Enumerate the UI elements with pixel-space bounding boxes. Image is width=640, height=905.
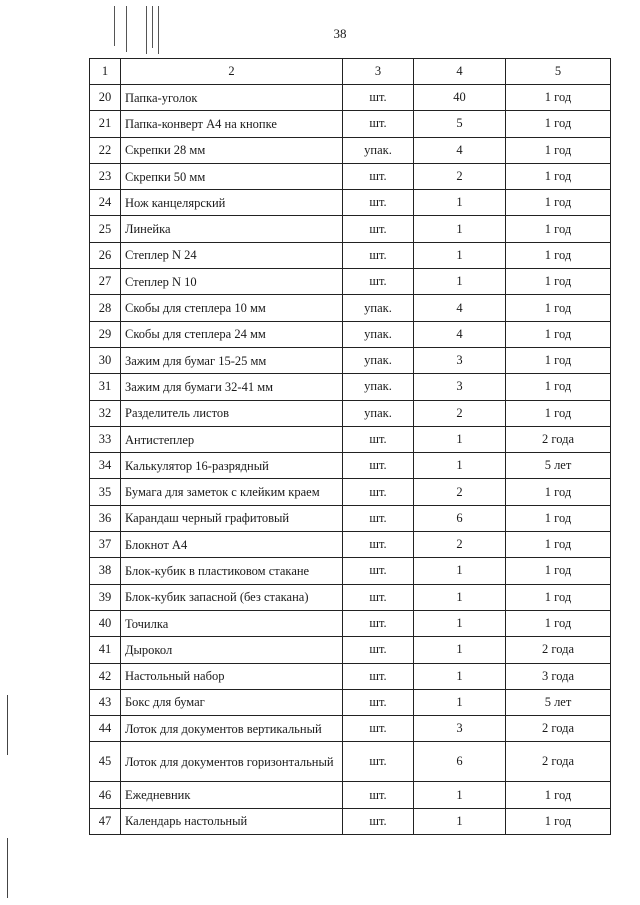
- row-number-cell: 37: [90, 532, 121, 558]
- supplies-table: [89, 58, 611, 835]
- table-row: [90, 558, 611, 584]
- usage-term-cell: 1 год: [506, 808, 611, 834]
- unit-of-measure-cell: шт.: [343, 269, 414, 295]
- row-number-cell: 43: [90, 689, 121, 715]
- unit-of-measure-cell: шт.: [343, 584, 414, 610]
- quantity-cell: 1: [414, 426, 506, 452]
- quantity-cell: 1: [414, 610, 506, 636]
- row-number-cell: 46: [90, 782, 121, 808]
- table-row: [90, 426, 611, 452]
- page-number: 38: [333, 26, 347, 41]
- item-name-cell: Точилка: [121, 610, 343, 636]
- quantity-cell: 1: [414, 808, 506, 834]
- usage-term-cell: 1 год: [506, 190, 611, 216]
- table-row: [90, 689, 611, 715]
- table-row: [90, 742, 611, 782]
- table-row: [90, 321, 611, 347]
- item-name-cell: Блокнот А4: [121, 532, 343, 558]
- unit-of-measure-cell: шт.: [343, 216, 414, 242]
- quantity-cell: 1: [414, 584, 506, 610]
- usage-term-cell: 1 год: [506, 479, 611, 505]
- table-body: [90, 85, 611, 835]
- row-number-cell: 45: [90, 742, 121, 782]
- table-row: [90, 190, 611, 216]
- usage-term-cell: 1 год: [506, 321, 611, 347]
- unit-of-measure-cell: шт.: [343, 742, 414, 782]
- header-col-5: 5: [506, 59, 611, 85]
- row-number-cell: 21: [90, 111, 121, 137]
- item-name-cell: Папка-уголок: [121, 85, 343, 111]
- usage-term-cell: 1 год: [506, 610, 611, 636]
- table-row: [90, 782, 611, 808]
- table-row: [90, 453, 611, 479]
- row-number-cell: 38: [90, 558, 121, 584]
- table-row: [90, 137, 611, 163]
- item-name-cell: Зажим для бумаг 15-25 мм: [121, 347, 343, 373]
- quantity-cell: 2: [414, 163, 506, 189]
- quantity-cell: 2: [414, 479, 506, 505]
- unit-of-measure-cell: шт.: [343, 610, 414, 636]
- usage-term-cell: 3 года: [506, 663, 611, 689]
- unit-of-measure-cell: шт.: [343, 689, 414, 715]
- row-number-cell: 29: [90, 321, 121, 347]
- table-row: [90, 637, 611, 663]
- item-name-cell: Настольный набор: [121, 663, 343, 689]
- unit-of-measure-cell: шт.: [343, 85, 414, 111]
- table-row: [90, 716, 611, 742]
- usage-term-cell: 1 год: [506, 163, 611, 189]
- table-row: [90, 242, 611, 268]
- item-name-cell: Скобы для степлера 10 мм: [121, 295, 343, 321]
- table-row: [90, 163, 611, 189]
- item-name-cell: Степлер N 24: [121, 242, 343, 268]
- row-number-cell: 26: [90, 242, 121, 268]
- quantity-cell: 1: [414, 269, 506, 295]
- row-number-cell: 34: [90, 453, 121, 479]
- header-col-3: 3: [343, 59, 414, 85]
- row-number-cell: 23: [90, 163, 121, 189]
- unit-of-measure-cell: шт.: [343, 453, 414, 479]
- unit-of-measure-cell: упак.: [343, 137, 414, 163]
- item-name-cell: Нож канцелярский: [121, 190, 343, 216]
- item-name-cell: Лоток для документов горизонтальный: [121, 742, 343, 782]
- table-row: [90, 808, 611, 834]
- scan-artifact-left-line: [7, 695, 8, 755]
- row-number-cell: 39: [90, 584, 121, 610]
- row-number-cell: 20: [90, 85, 121, 111]
- table-header-row: [90, 59, 611, 85]
- row-number-cell: 30: [90, 347, 121, 373]
- item-name-cell: Ежедневник: [121, 782, 343, 808]
- unit-of-measure-cell: шт.: [343, 716, 414, 742]
- table-row: [90, 295, 611, 321]
- item-name-cell: Карандаш черный графитовый: [121, 505, 343, 531]
- unit-of-measure-cell: шт.: [343, 190, 414, 216]
- item-name-cell: Календарь настольный: [121, 808, 343, 834]
- item-name-cell: Блок-кубик запасной (без стакана): [121, 584, 343, 610]
- row-number-cell: 27: [90, 269, 121, 295]
- unit-of-measure-cell: шт.: [343, 532, 414, 558]
- row-number-cell: 41: [90, 637, 121, 663]
- usage-term-cell: 1 год: [506, 347, 611, 373]
- usage-term-cell: 2 года: [506, 426, 611, 452]
- item-name-cell: Разделитель листов: [121, 400, 343, 426]
- quantity-cell: 6: [414, 505, 506, 531]
- table-row: [90, 532, 611, 558]
- row-number-cell: 22: [90, 137, 121, 163]
- quantity-cell: 4: [414, 295, 506, 321]
- table-row: [90, 479, 611, 505]
- table-row: [90, 374, 611, 400]
- item-name-cell: Папка-конверт А4 на кнопке: [121, 111, 343, 137]
- row-number-cell: 40: [90, 610, 121, 636]
- usage-term-cell: 1 год: [506, 558, 611, 584]
- quantity-cell: 2: [414, 400, 506, 426]
- unit-of-measure-cell: шт.: [343, 111, 414, 137]
- quantity-cell: 3: [414, 374, 506, 400]
- row-number-cell: 44: [90, 716, 121, 742]
- row-number-cell: 42: [90, 663, 121, 689]
- table-row: [90, 85, 611, 111]
- item-name-cell: Скобы для степлера 24 мм: [121, 321, 343, 347]
- usage-term-cell: 1 год: [506, 216, 611, 242]
- unit-of-measure-cell: шт.: [343, 663, 414, 689]
- table-row: [90, 610, 611, 636]
- table-row: [90, 505, 611, 531]
- item-name-cell: Дырокол: [121, 637, 343, 663]
- table-row: [90, 584, 611, 610]
- table-row: [90, 216, 611, 242]
- unit-of-measure-cell: шт.: [343, 558, 414, 584]
- usage-term-cell: 1 год: [506, 400, 611, 426]
- quantity-cell: 3: [414, 347, 506, 373]
- table-row: [90, 111, 611, 137]
- item-name-cell: Линейка: [121, 216, 343, 242]
- usage-term-cell: 1 год: [506, 295, 611, 321]
- usage-term-cell: 1 год: [506, 111, 611, 137]
- quantity-cell: 1: [414, 689, 506, 715]
- table-row: [90, 347, 611, 373]
- quantity-cell: 2: [414, 532, 506, 558]
- usage-term-cell: 1 год: [506, 242, 611, 268]
- usage-term-cell: 2 года: [506, 637, 611, 663]
- unit-of-measure-cell: шт.: [343, 808, 414, 834]
- table-row: [90, 400, 611, 426]
- unit-of-measure-cell: упак.: [343, 321, 414, 347]
- row-number-cell: 35: [90, 479, 121, 505]
- usage-term-cell: 1 год: [506, 532, 611, 558]
- usage-term-cell: 5 лет: [506, 453, 611, 479]
- unit-of-measure-cell: шт.: [343, 479, 414, 505]
- quantity-cell: 3: [414, 716, 506, 742]
- item-name-cell: Антистеплер: [121, 426, 343, 452]
- quantity-cell: 1: [414, 782, 506, 808]
- quantity-cell: 1: [414, 663, 506, 689]
- unit-of-measure-cell: шт.: [343, 782, 414, 808]
- unit-of-measure-cell: шт.: [343, 426, 414, 452]
- unit-of-measure-cell: шт.: [343, 505, 414, 531]
- usage-term-cell: 2 года: [506, 716, 611, 742]
- usage-term-cell: 1 год: [506, 782, 611, 808]
- quantity-cell: 40: [414, 85, 506, 111]
- quantity-cell: 1: [414, 637, 506, 663]
- quantity-cell: 5: [414, 111, 506, 137]
- row-number-cell: 47: [90, 808, 121, 834]
- item-name-cell: Блок-кубик в пластиковом стакане: [121, 558, 343, 584]
- item-name-cell: Скрепки 28 мм: [121, 137, 343, 163]
- unit-of-measure-cell: упак.: [343, 400, 414, 426]
- item-name-cell: Скрепки 50 мм: [121, 163, 343, 189]
- unit-of-measure-cell: шт.: [343, 637, 414, 663]
- header-col-4: 4: [414, 59, 506, 85]
- header-col-1: 1: [90, 59, 121, 85]
- table-row: [90, 269, 611, 295]
- quantity-cell: 6: [414, 742, 506, 782]
- item-name-cell: Зажим для бумаги 32-41 мм: [121, 374, 343, 400]
- usage-term-cell: 1 год: [506, 269, 611, 295]
- unit-of-measure-cell: упак.: [343, 295, 414, 321]
- scan-artifact-left-line-lower: [7, 838, 8, 898]
- row-number-cell: 33: [90, 426, 121, 452]
- usage-term-cell: 1 год: [506, 85, 611, 111]
- quantity-cell: 1: [414, 216, 506, 242]
- unit-of-measure-cell: шт.: [343, 242, 414, 268]
- unit-of-measure-cell: упак.: [343, 374, 414, 400]
- usage-term-cell: 1 год: [506, 584, 611, 610]
- usage-term-cell: 1 год: [506, 505, 611, 531]
- usage-term-cell: 1 год: [506, 374, 611, 400]
- row-number-cell: 25: [90, 216, 121, 242]
- table-row: [90, 663, 611, 689]
- item-name-cell: Калькулятор 16-разрядный: [121, 453, 343, 479]
- item-name-cell: Лоток для документов вертикальный: [121, 716, 343, 742]
- row-number-cell: 31: [90, 374, 121, 400]
- quantity-cell: 1: [414, 558, 506, 584]
- row-number-cell: 24: [90, 190, 121, 216]
- row-number-cell: 32: [90, 400, 121, 426]
- item-name-cell: Бокс для бумаг: [121, 689, 343, 715]
- quantity-cell: 4: [414, 321, 506, 347]
- unit-of-measure-cell: шт.: [343, 163, 414, 189]
- item-name-cell: Бумага для заметок с клейким краем: [121, 479, 343, 505]
- usage-term-cell: 5 лет: [506, 689, 611, 715]
- item-name-cell: Степлер N 10: [121, 269, 343, 295]
- quantity-cell: 1: [414, 190, 506, 216]
- unit-of-measure-cell: упак.: [343, 347, 414, 373]
- header-col-2: 2: [121, 59, 343, 85]
- row-number-cell: 28: [90, 295, 121, 321]
- row-number-cell: 36: [90, 505, 121, 531]
- usage-term-cell: 1 год: [506, 137, 611, 163]
- usage-term-cell: 2 года: [506, 742, 611, 782]
- quantity-cell: 1: [414, 242, 506, 268]
- quantity-cell: 1: [414, 453, 506, 479]
- quantity-cell: 4: [414, 137, 506, 163]
